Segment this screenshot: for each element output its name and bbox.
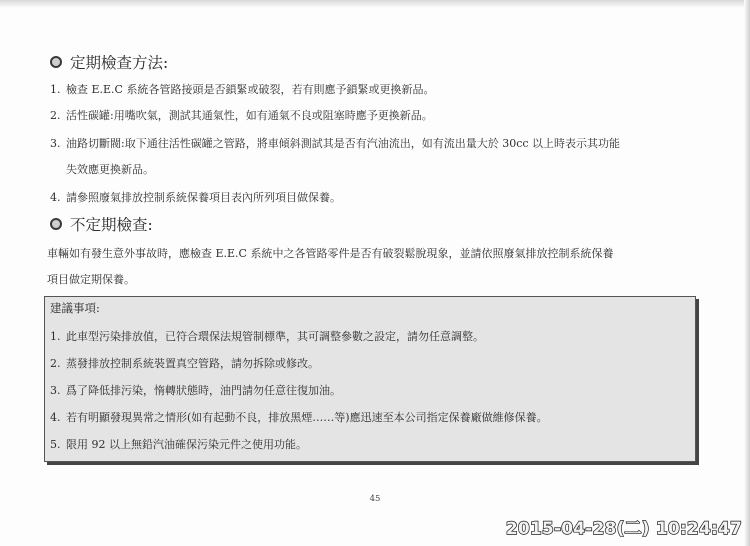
bullet-icon [50, 56, 62, 68]
scan-timestamp: 2015-04-28(二) 10:24:47 [505, 519, 742, 539]
section-heading-periodic [50, 51, 168, 73]
list-item: 1. 檢查 E.E.C 系統各管路接頭是否鎖緊或破裂，若有則應予鎖緊或更換新品。 [50, 83, 435, 96]
note-item: 4. 若有明顯發現異常之情形(如有起動不良，排放黑煙……等)應迅速至本公司指定保養廠做維修保養。 [50, 411, 548, 424]
paragraph-line: 項目做定期保養。 [47, 273, 135, 286]
bullet-icon [50, 218, 62, 230]
section-title: 不定期檢查: [70, 216, 153, 234]
list-item-continuation: 失效應更換新品。 [66, 163, 154, 176]
page-right-edge [744, 0, 750, 546]
section-title: 定期檢查方法: [70, 54, 169, 72]
page-number: 45 [369, 494, 381, 504]
section-heading-irregular [50, 213, 153, 235]
page-top-edge [0, 0, 750, 8]
note-item: 1. 此車型污染排放值，已符合環保法規管制標準，其可調整參數之設定，請勿任意調整。 [50, 330, 484, 343]
note-item: 3. 爲了降低排污染，惰轉狀態時，油門請勿任意往復加油。 [50, 384, 341, 397]
list-item: 3. 油路切斷閥:取下通往活性碳罐之管路，將車傾斜測試其是否有汽油流出，如有流出量大於 30cc 以上時表示其功能 失效應更換新品。 [50, 131, 705, 183]
recommendations-title: 建議事項: [50, 301, 100, 315]
note-item: 2. 蒸發排放控制系統裝置真空管路，請勿拆除或修改。 [50, 357, 319, 370]
note-item: 5. 限用 92 以上無鉛汽油確保污染元件之使用功能。 [50, 438, 307, 451]
recommendations-box [44, 296, 696, 462]
paragraph-line: 車輛如有發生意外事故時，應檢查 E.E.C 系統中之各管路零件是否有破裂鬆脫現象，並請依照廢氣排放控制系統保養 [47, 247, 614, 260]
list-item: 4. 請參照廢氣排放控制系統保養項目表內所列項目做保養。 [50, 191, 341, 204]
list-item: 2. 活性碳罐:用嘴吹氣，測試其通氣性，如有通氣不良或阻塞時應予更換新品。 [50, 109, 433, 122]
